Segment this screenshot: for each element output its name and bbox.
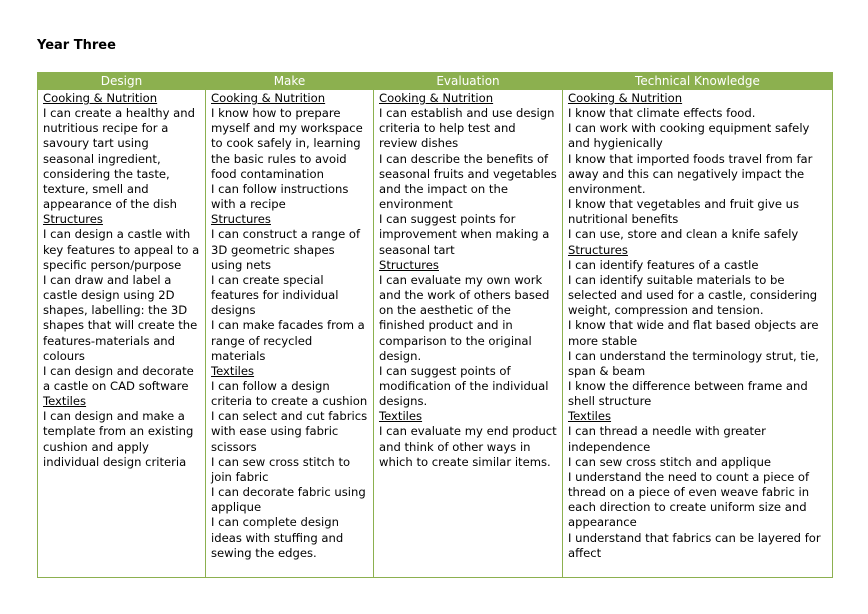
list-item: I can decorate fabric using applique	[211, 485, 366, 515]
section-heading: Cooking & Nutrition	[379, 91, 494, 105]
list-item: I can create a healthy and nutritious recipe for a savoury tart using seasonal ingredient, considering the taste, texture, smell and appearance of the dish	[43, 106, 195, 212]
list-item: I can sew cross stitch and applique	[568, 454, 772, 469]
list-item: I can thread a needle with greater independence	[568, 424, 766, 454]
list-item: I can establish and use design criteria to help test and review dishes	[379, 106, 555, 151]
list-item: I know that wide and flat based objects are more stable	[568, 318, 819, 348]
design-cell	[38, 90, 206, 578]
list-item: I can select and cut fabrics with ease using fabric scissors	[211, 409, 368, 454]
section-heading: Textiles	[568, 409, 612, 424]
list-item: I understand that fabrics can be layered for affect	[568, 530, 821, 560]
list-item: I can identify features of a castle	[568, 257, 759, 272]
list-item: I can make facades from a range of recycled materials	[211, 318, 365, 363]
list-item: I know that imported foods travel from far away and this can negatively impact the environment.	[568, 151, 813, 196]
list-item: I can sew cross stitch to join fabric	[211, 454, 351, 484]
section-heading: Textiles	[211, 363, 255, 378]
list-item: I can create special features for individual designs	[211, 272, 339, 318]
table-row	[38, 90, 833, 578]
section-heading: Structures	[568, 242, 628, 257]
list-item: I can evaluate my own work and the work of others based on the aesthetic of the finished product and in comparison to the original design.	[379, 272, 550, 363]
list-item: I know the difference between frame and shell structure	[568, 378, 808, 409]
list-item: I can design a castle with key features to appeal to a specific person/purpose	[43, 227, 200, 272]
list-item: I can work with cooking equipment safely and hygienically	[568, 121, 810, 151]
section-heading: Cooking & Nutrition	[43, 91, 158, 105]
section-heading: Textiles	[379, 409, 423, 424]
list-item: I can follow a design criteria to create a cushion	[211, 378, 368, 409]
section-heading: Structures	[379, 257, 439, 272]
section-heading: Structures	[211, 212, 271, 227]
technical-knowledge-cell	[563, 90, 833, 578]
list-item: I know how to prepare myself and my workspace to cook safely in, learning the basic rules to avoid food contamination	[211, 106, 363, 181]
column-header-technical-knowledge: Technical Knowledge	[563, 73, 833, 90]
list-item: I can complete design ideas with stuffing and sewing the edges.	[211, 515, 344, 560]
column-header-make: Make	[206, 73, 374, 90]
column-header-design: Design	[38, 73, 206, 90]
list-item: I know that climate effects food.	[568, 106, 756, 121]
curriculum-table	[37, 72, 833, 578]
page-title: Year Three	[37, 38, 116, 53]
column-header-evaluation: Evaluation	[374, 73, 563, 90]
list-item: I can suggest points of modification of the individual designs.	[379, 363, 549, 409]
list-item: I can draw and label a castle design using 2D shapes, labelling: the 3D shapes that will create the features-materials and colours	[43, 272, 198, 363]
section-heading: Cooking & Nutrition	[211, 91, 326, 105]
section-heading: Textiles	[43, 394, 87, 409]
list-item: I understand the need to count a piece of thread on a piece of even weave fabric in each direction to create uniform size and appearance	[568, 469, 810, 530]
list-item: I can describe the benefits of seasonal fruits and vegetables and the impact on the environment	[379, 151, 557, 212]
list-item: I can suggest points for improvement when making a seasonal tart	[379, 212, 550, 257]
list-item: I know that vegetables and fruit give us nutritional benefits	[568, 197, 800, 227]
header-row	[38, 73, 833, 90]
section-heading: Structures	[43, 212, 103, 227]
list-item: I can use, store and clean a knife safely	[568, 227, 799, 242]
list-item: I can evaluate my end product and think of other ways in which to create similar items.	[379, 424, 557, 469]
section-heading: Cooking & Nutrition	[568, 91, 683, 105]
list-item: I can understand the terminology strut, tie, span & beam	[568, 348, 819, 378]
list-item: I can design and make a template from an existing cushion and apply individual design criteria	[43, 409, 194, 469]
list-item: I can construct a range of 3D geometric shapes using nets	[211, 227, 361, 272]
list-item: I can follow instructions with a recipe	[211, 181, 349, 212]
evaluation-cell	[374, 90, 563, 578]
list-item: I can identify suitable materials to be selected and used for a castle, considering weight, compression and tension.	[568, 272, 818, 318]
list-item: I can design and decorate a castle on CAD software	[43, 363, 194, 393]
make-cell	[206, 90, 374, 578]
